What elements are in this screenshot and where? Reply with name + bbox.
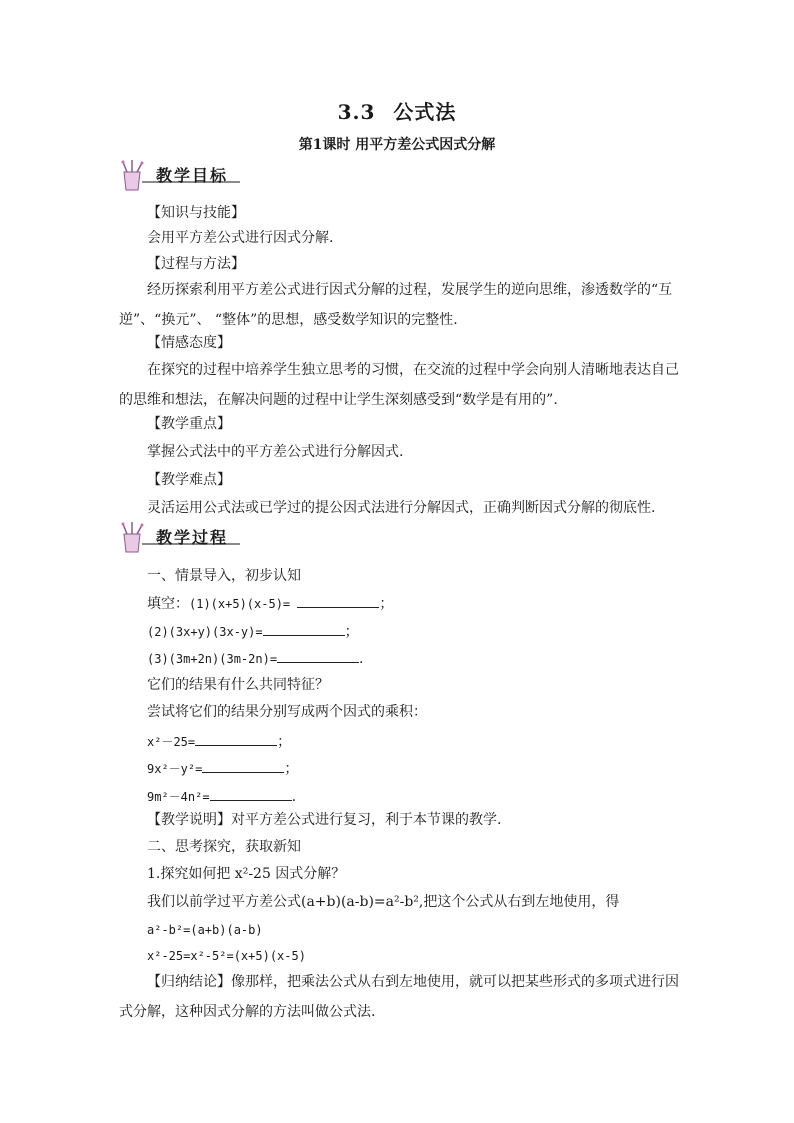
answer-blank <box>210 786 292 801</box>
f1-end: ； <box>277 734 292 750</box>
knowledge-heading: 【知识与技能】 <box>147 205 245 221</box>
q1-expr: (1)(x+5)(x-5)= <box>189 597 298 611</box>
conclusion-text: 【归纳结论】像那样，把乘法公式从右到左地使用，就可以把某些形式的多项式进行因式分解，这种因式分解的方法叫做公式法. <box>119 974 679 1020</box>
fill-q3 <box>147 648 364 669</box>
lesson-name: 公式法 <box>393 100 457 124</box>
pencil-cup-icon <box>118 160 158 194</box>
explore-question: 1.探究如何把 x²-25 因式分解？ <box>147 866 346 882</box>
method-text: 经历探索利用平方差公式进行因式分解的过程，发展学生的逆向思维，渗透数学的“互逆”、“换元”、 “整体”的思想，感受数学知识的完整性. <box>119 282 673 328</box>
factor-f2 <box>147 758 298 779</box>
knowledge-text: 会用平方差公式进行因式分解. <box>147 230 334 246</box>
answer-blank <box>297 593 379 608</box>
step1-heading: 一、情景导入，初步认知 <box>147 568 301 584</box>
key-text: 掌握公式法中的平方差公式进行分解因式. <box>147 444 404 460</box>
q2-expr: (2)(3x+y)(3x-y)= <box>147 625 263 639</box>
difficult-text: 灵活运用公式法或已学过的提公因式法进行分解因式，正确判断因式分解的彻底性. <box>147 500 656 516</box>
lesson-subtitle: 第1课时 用平方差公式因式分解 <box>298 137 496 153</box>
answer-blank <box>195 731 277 746</box>
q3-end: . <box>359 651 364 667</box>
key-heading: 【教学重点】 <box>147 416 231 432</box>
ask-product: 尝试将它们的结果分别写成两个因式的乘积： <box>147 704 427 720</box>
f3-end: . <box>291 789 297 805</box>
answer-blank <box>277 648 359 663</box>
section-badge-process <box>118 522 248 556</box>
emotion-heading: 【情感态度】 <box>147 335 231 351</box>
fill-q1 <box>147 593 393 614</box>
factor-f3 <box>147 786 296 807</box>
equation-general: a²-b²=(a+b)(a-b) <box>147 923 263 937</box>
ask-feature: 它们的结果有什么共同特征？ <box>147 677 329 693</box>
step2-heading: 二、思考探究，获取新知 <box>147 839 301 855</box>
section-badge-objectives <box>118 160 248 194</box>
fill-q2 <box>147 621 359 642</box>
f1-expr: x²－25= <box>147 735 196 749</box>
answer-blank <box>263 621 345 636</box>
difficult-heading: 【教学难点】 <box>147 472 231 488</box>
section-title-process: 教学过程 <box>156 528 229 547</box>
q2-end: ； <box>344 624 359 640</box>
emotion-text: 在探究的过程中培养学生独立思考的习惯，在交流的过程中学会向别人清晰地表达自己的思维和想法，在解决问题的过程中让学生深刻感受到“数学是有用的”. <box>119 362 679 408</box>
q3-expr: (3)(3m+2n)(3m-2n)= <box>147 652 278 666</box>
q1-end: ； <box>379 596 394 612</box>
lesson-title <box>0 96 794 125</box>
f2-end: ； <box>284 761 299 777</box>
recall-formula: 我们以前学过平方差公式(a+b)(a-b)=a²-b²,把这个公式从右到左地使用，得 <box>147 894 620 910</box>
section-title-objectives: 教学目标 <box>156 166 229 185</box>
equation-example: x²-25=x²-5²=(x+5)(x-5) <box>147 949 306 963</box>
pencil-cup-icon <box>118 522 158 556</box>
f3-expr: 9m²－4n²= <box>147 790 210 804</box>
method-heading: 【过程与方法】 <box>147 256 245 272</box>
lesson-number: 3.3 <box>337 100 376 124</box>
fill-label: 填空： <box>147 596 189 612</box>
answer-blank <box>202 758 284 773</box>
factor-f1 <box>147 731 291 752</box>
teaching-note: 【教学说明】对平方差公式进行复习，利于本节课的教学. <box>147 812 502 828</box>
f2-expr: 9x²－y²= <box>147 762 203 776</box>
